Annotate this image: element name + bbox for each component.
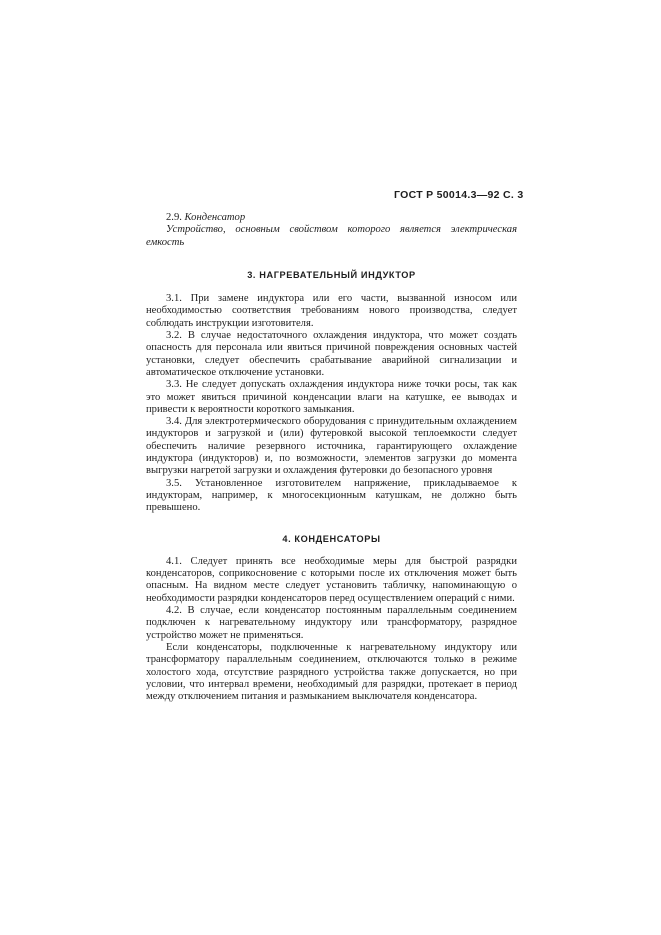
paragraph-3-1: 3.1. При замене индуктора или его части, вызванной износом или необходимостью соответствия требованиям нового производства, следует соблюдать инструкции изготовителя. xyxy=(146,293,517,329)
page-content xyxy=(146,212,517,703)
term-title: Конденсатор xyxy=(184,212,246,223)
paragraph-3-5: 3.5. Установленное изготовителем напряжение, прикладываемое к индукторам, например, к многосекционным катушкам, не должно быть превышено. xyxy=(146,477,517,514)
term-definition: Устройство, основным свойством которого является электрическая емкость xyxy=(146,224,517,248)
section-4-title: 4. КОНДЕНСАТОРЫ xyxy=(282,533,381,544)
paragraph-4-2: 4.2. В случае, если конденсатор постоянным параллельным соединением подключен к нагревательному индуктору или трансформатору, разрядное устройство может не применяться. xyxy=(146,605,517,641)
paragraph-4-2-cont: Если конденсаторы, подключенные к нагревательному индуктору или трансформатору параллельным соединением, отключаются только в режиме холостого хода, отсутствие разрядного устройства также допускается, но при условии, что интервал времени, необходимый для разрядки, протекает в период между отключением питания и размыканием выключателя конденсатора. xyxy=(146,641,517,703)
term-number: 2.9. xyxy=(166,212,182,223)
paragraph-3-2: 3.2. В случае недостаточного охлаждения индуктора, что может создать опасность для персонала или явиться причиной повреждения основных частей установки, следует обеспечить срабатывание аварийной сигнализации и автоматическое отключение установки. xyxy=(146,330,517,378)
paragraph-3-4: 3.4. Для электротермического оборудования с принудительным охлаждением индукторов и загрузкой и (или) футеровкой высокой теплоемкости следует обеспечить наличие резервного источника, гарантирующего охлаждение индуктора (индукторов) и, по возможности, элементов загрузки до момента выгрузки нагретой загрузки и охлаждения футеровки до безопасного уровня xyxy=(146,416,517,477)
paragraph-4-1: 4.1. Следует принять все необходимые меры для быстрой разрядки конденсаторов, соприкосновение с которыми после их отключения может быть опасным. На видном месте следует установить табличку, напоминающую о необходимости разрядки конденсаторов перед осуществлением операций с ними. xyxy=(146,555,517,604)
section-3-title: 3. НАГРЕВАТЕЛЬНЫЙ ИНДУКТОР xyxy=(247,269,416,280)
term-2-9-heading xyxy=(146,212,517,224)
running-header: ГОСТ Р 50014.3—92 С. 3 xyxy=(394,189,524,201)
paragraph-3-3: 3.3. Не следует допускать охлаждения индуктора ниже точки росы, так как это может явиться причиной конденсации влаги на катушке, ее выводах и привести к вероятности короткого замыкания. xyxy=(146,379,517,415)
